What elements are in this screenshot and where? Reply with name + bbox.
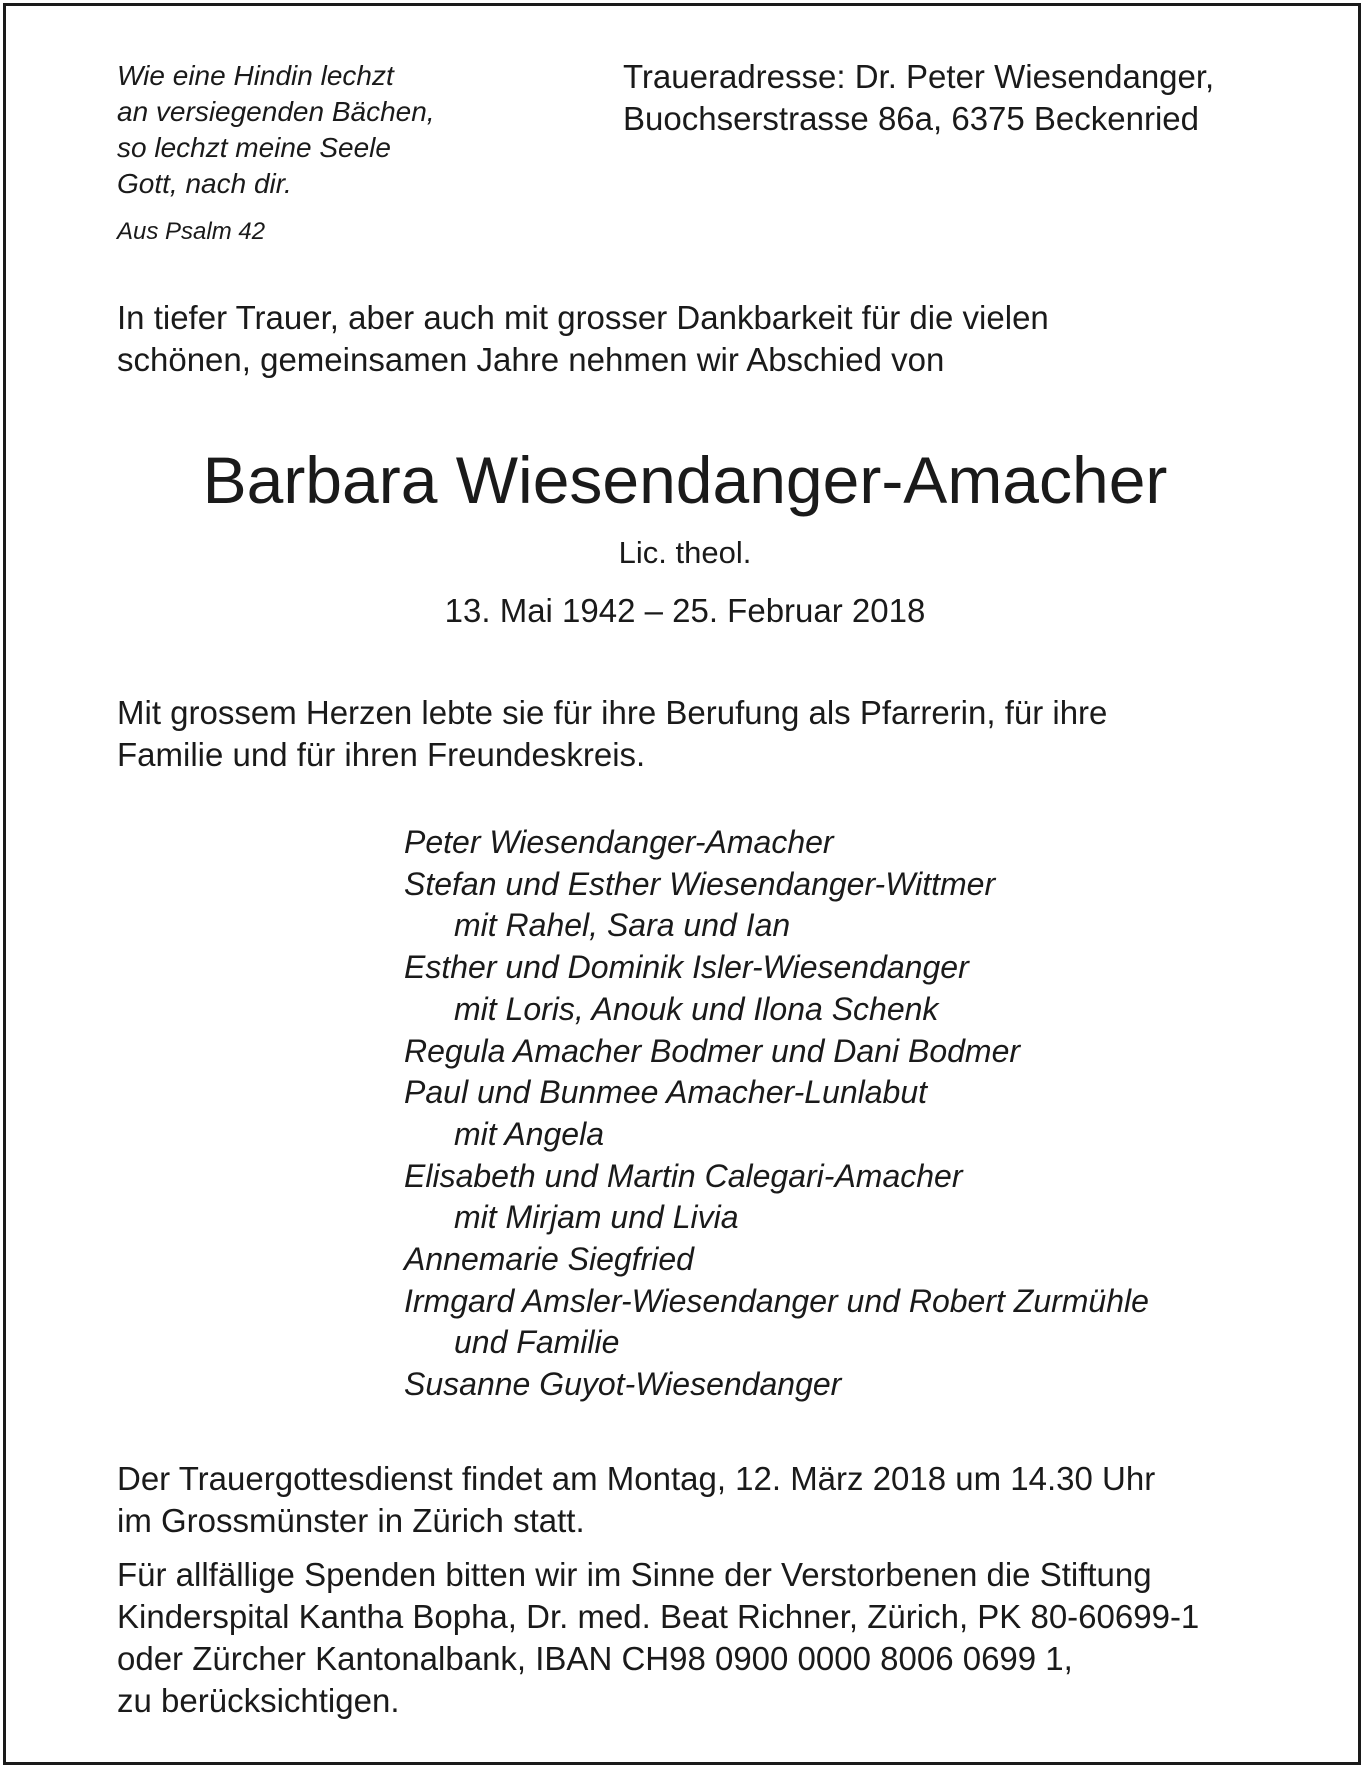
psalm-line: an versiegenden Bächen, (117, 96, 435, 127)
mourner-entry: Peter Wiesendanger-Amacher (404, 824, 834, 860)
service-line: Der Trauergottesdienst findet am Montag, 12. März 2018 um 14.30 Uhr (117, 1460, 1156, 1497)
mourner-entry: Elisabeth und Martin Calegari-Amacher (404, 1157, 963, 1194)
mourner-entry: mit Loris, Anouk und Ilona Schenk (454, 990, 939, 1027)
mourner-entry: Irmgard Amsler-Wiesendanger und Robert Zurmühle (404, 1282, 1149, 1319)
address-line: Traueradresse: Dr. Peter Wiesendanger, (623, 58, 1215, 95)
psalm-source: Aus Psalm 42 (117, 218, 266, 245)
mourner-entry: mit Angela (454, 1115, 604, 1152)
address-line: Buochserstrasse 86a, 6375 Beckenried (623, 100, 1200, 137)
mourning-address (623, 56, 1214, 140)
service-line: im Grossmünster in Zürich statt. (117, 1502, 585, 1539)
calling-line: Familie und für ihren Freundeskreis. (117, 736, 646, 773)
calling-paragraph (117, 692, 1107, 776)
calling-line: Mit grossem Herzen lebte sie für ihre Berufung als Pfarrerin, für ihre (117, 694, 1108, 731)
mourner-entry: und Familie (454, 1324, 620, 1361)
mourners-list (404, 822, 1149, 1406)
life-dates: 13. Mai 1942 – 25. Februar 2018 (444, 592, 926, 629)
service-paragraph (117, 1458, 1155, 1542)
psalm-quote (117, 58, 435, 202)
mourner-entry: Paul und Bunmee Amacher-Lunlabut (404, 1074, 928, 1111)
donations-line: zu berücksichtigen. (117, 1682, 400, 1719)
psalm-line: Gott, nach dir. (117, 168, 292, 199)
psalm-line: Wie eine Hindin lechzt (117, 60, 394, 91)
donations-line: oder Zürcher Kantonalbank, IBAN CH98 0900 0000 8006 0699 1, (117, 1640, 1073, 1677)
mourner-entry: Annemarie Siegfried (404, 1241, 694, 1278)
mourner-entry: Susanne Guyot-Wiesendanger (404, 1366, 842, 1403)
deceased-degree: Lic. theol. (618, 535, 752, 570)
mourner-entry: mit Mirjam und Livia (454, 1199, 739, 1236)
mourner-entry: Regula Amacher Bodmer und Dani Bodmer (404, 1032, 1021, 1069)
donations-paragraph (117, 1554, 1199, 1722)
donations-line: Für allfällige Spenden bitten wir im Sinne der Verstorbenen die Stiftung (117, 1556, 1152, 1593)
mourner-entry: Esther und Dominik Isler-Wiesendanger (404, 949, 969, 986)
deceased-name: Barbara Wiesendanger-Amacher (202, 443, 1168, 517)
intro-paragraph (117, 297, 1049, 381)
donations-line: Kinderspital Kantha Bopha, Dr. med. Beat Richner, Zürich, PK 80-60699-1 (117, 1598, 1200, 1635)
mourner-entry: Stefan und Esther Wiesendanger-Wittmer (404, 865, 996, 902)
psalm-line: so lechzt meine Seele (117, 132, 391, 163)
mourner-entry: mit Rahel, Sara und Ian (454, 907, 791, 944)
intro-line: In tiefer Trauer, aber auch mit grosser Dankbarkeit für die vielen (117, 299, 1049, 336)
intro-line: schönen, gemeinsamen Jahre nehmen wir Abschied von (117, 341, 945, 378)
